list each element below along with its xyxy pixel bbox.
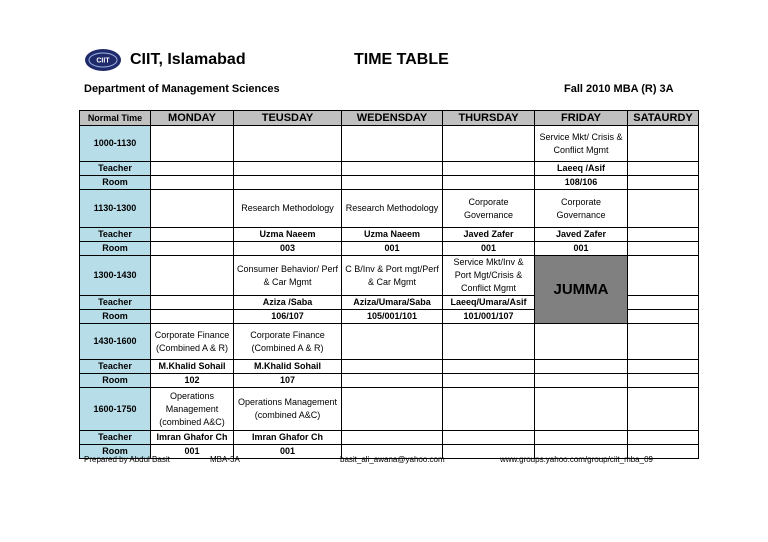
table-row: [80, 162, 699, 176]
table-row: [80, 228, 699, 242]
table-row: [80, 360, 699, 374]
course-cell: [443, 324, 535, 360]
teacher-cell: Aziza/Umara/Saba: [342, 296, 443, 310]
room-row-label: Room: [80, 374, 151, 388]
room-cell: [535, 374, 628, 388]
table-row: [80, 431, 699, 445]
teacher-cell: M.Khalid Sohail: [151, 360, 234, 374]
teacher-cell: [628, 228, 699, 242]
col-header-day: THURSDAY: [443, 111, 535, 126]
room-cell: [628, 310, 699, 324]
course-cell: [342, 388, 443, 431]
slot-time-label: 1430-1600: [80, 324, 151, 360]
course-cell: C B/Inv & Port mgt/Perf & Car Mgmt: [342, 256, 443, 296]
room-cell: [628, 242, 699, 256]
course-cell: [443, 126, 535, 162]
teacher-cell: [342, 162, 443, 176]
header-row: [80, 111, 699, 126]
teacher-cell: [234, 162, 342, 176]
course-cell: [628, 126, 699, 162]
slot-time-label: 1130-1300: [80, 190, 151, 228]
col-header-day: FRIDAY: [535, 111, 628, 126]
course-cell: Corporate Finance (Combined A & R): [151, 324, 234, 360]
teacher-cell: [443, 431, 535, 445]
teacher-cell: [535, 431, 628, 445]
room-cell: [234, 176, 342, 190]
course-cell: [628, 324, 699, 360]
slot-time-label: 1000-1130: [80, 126, 151, 162]
room-cell: [342, 176, 443, 190]
timetable: [79, 110, 699, 459]
teacher-cell: Javed Zafer: [443, 228, 535, 242]
teacher-row-label: Teacher: [80, 431, 151, 445]
room-row-label: Room: [80, 242, 151, 256]
room-cell: 001: [151, 445, 234, 459]
course-cell: [151, 190, 234, 228]
room-cell: 107: [234, 374, 342, 388]
course-cell: [628, 256, 699, 296]
teacher-cell: [342, 360, 443, 374]
footer-group-url: www.groups.yahoo.com/group/ciit_mba_09: [500, 455, 653, 464]
course-cell: Service Mkt/Inv & Port Mgt/Crisis & Conflict Mgmt: [443, 256, 535, 296]
room-cell: [443, 176, 535, 190]
room-cell: [628, 374, 699, 388]
slot-time-label: 1600-1750: [80, 388, 151, 431]
course-cell: Corporate Finance (Combined A & R): [234, 324, 342, 360]
room-cell: 001: [234, 445, 342, 459]
course-cell: Research Methodology: [342, 190, 443, 228]
col-header-day: WEDENSDAY: [342, 111, 443, 126]
teacher-cell: [342, 431, 443, 445]
col-header-day: MONDAY: [151, 111, 234, 126]
course-cell: [151, 256, 234, 296]
room-cell: [151, 176, 234, 190]
teacher-row-label: Teacher: [80, 360, 151, 374]
room-cell: 108/106: [535, 176, 628, 190]
footer-class: MBA-3A: [210, 455, 240, 464]
table-row: [80, 190, 699, 228]
course-cell: [535, 388, 628, 431]
institution-name: CIIT, Islamabad: [130, 51, 246, 68]
teacher-cell: [443, 162, 535, 176]
table-row: [80, 242, 699, 256]
col-header-day: SATAURDY: [628, 111, 699, 126]
course-cell: [342, 324, 443, 360]
course-cell: [151, 126, 234, 162]
slot-time-label: 1300-1430: [80, 256, 151, 296]
course-cell: Corporate Governance: [443, 190, 535, 228]
svg-text:CIIT: CIIT: [96, 57, 110, 65]
col-header-day: TEUSDAY: [234, 111, 342, 126]
table-row: [80, 388, 699, 431]
teacher-cell: [535, 360, 628, 374]
teacher-row-label: Teacher: [80, 296, 151, 310]
term-label: Fall 2010 MBA (R) 3A: [564, 83, 674, 95]
course-cell: Operations Management (combined A&C): [151, 388, 234, 431]
course-cell: [234, 126, 342, 162]
header: [84, 48, 704, 78]
course-cell: [535, 324, 628, 360]
room-cell: 106/107: [234, 310, 342, 324]
teacher-cell: Aziza /Saba: [234, 296, 342, 310]
room-cell: 102: [151, 374, 234, 388]
course-cell: [628, 388, 699, 431]
room-row-label: Room: [80, 176, 151, 190]
table-row: [80, 374, 699, 388]
teacher-cell: Uzma Naeem: [342, 228, 443, 242]
teacher-cell: [628, 296, 699, 310]
teacher-row-label: Teacher: [80, 228, 151, 242]
teacher-cell: [151, 162, 234, 176]
table-row: [80, 256, 699, 296]
course-cell: [342, 126, 443, 162]
course-cell: Consumer Behavior/ Perf & Car Mgmt: [234, 256, 342, 296]
room-cell: [628, 176, 699, 190]
department-name: Department of Management Sciences: [84, 83, 280, 95]
course-cell: Operations Management (combined A&C): [234, 388, 342, 431]
page-title: TIME TABLE: [354, 51, 449, 68]
course-cell: Service Mkt/ Crisis & Conflict Mgmt: [535, 126, 628, 162]
table-row: [80, 176, 699, 190]
teacher-cell: Laeeq /Asif: [535, 162, 628, 176]
footer-email: basit_ali_awana@yahoo.com: [340, 455, 445, 464]
course-cell: Research Methodology: [234, 190, 342, 228]
room-cell: 101/001/107: [443, 310, 535, 324]
teacher-row-label: Teacher: [80, 162, 151, 176]
room-row-label: Room: [80, 445, 151, 459]
teacher-cell: [151, 296, 234, 310]
footer-prepared-by: Prepared by Abdul Basit: [84, 455, 170, 464]
teacher-cell: M.Khalid Sohail: [234, 360, 342, 374]
room-cell: [342, 374, 443, 388]
course-cell: Corporate Governance: [535, 190, 628, 228]
course-cell: [628, 190, 699, 228]
teacher-cell: Laeeq/Umara/Asif: [443, 296, 535, 310]
teacher-cell: Imran Ghafor Ch: [234, 431, 342, 445]
room-cell: [151, 242, 234, 256]
teacher-cell: [628, 360, 699, 374]
teacher-cell: [628, 162, 699, 176]
room-row-label: Room: [80, 310, 151, 324]
room-cell: [151, 310, 234, 324]
room-cell: 105/001/101: [342, 310, 443, 324]
teacher-cell: [151, 228, 234, 242]
room-cell: 001: [342, 242, 443, 256]
teacher-cell: Imran Ghafor Ch: [151, 431, 234, 445]
room-cell: 001: [443, 242, 535, 256]
room-cell: 001: [535, 242, 628, 256]
ciit-logo-icon: [84, 48, 122, 72]
room-cell: 003: [234, 242, 342, 256]
course-cell: [443, 388, 535, 431]
teacher-cell: [628, 431, 699, 445]
room-cell: [443, 374, 535, 388]
table-row: [80, 126, 699, 162]
teacher-cell: Uzma Naeem: [234, 228, 342, 242]
teacher-cell: [443, 360, 535, 374]
jumma-block: JUMMA: [535, 256, 628, 324]
col-header-time: Normal Time: [80, 111, 151, 126]
teacher-cell: Javed Zafer: [535, 228, 628, 242]
table-row: [80, 324, 699, 360]
